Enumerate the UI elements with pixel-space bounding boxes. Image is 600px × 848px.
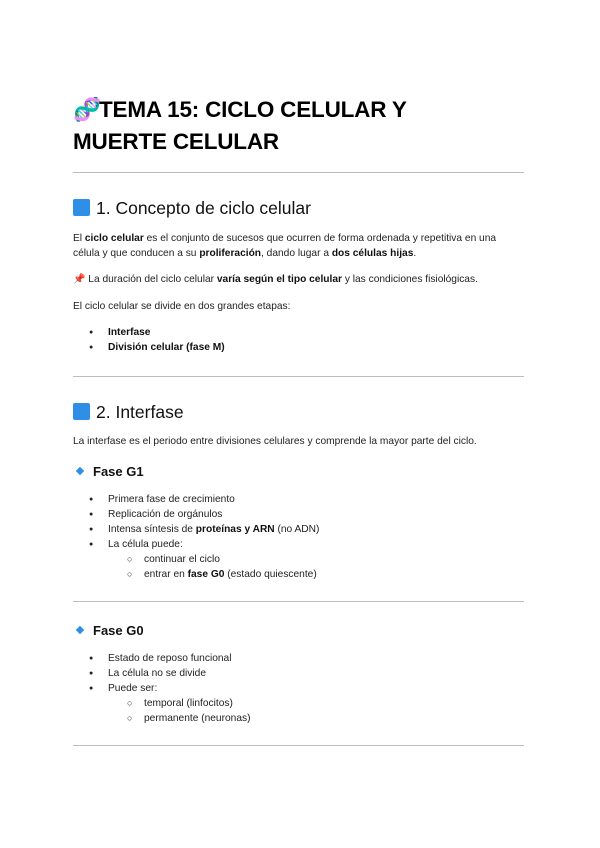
subsection-heading-g1: Fase G1: [77, 463, 144, 481]
blue-diamond-icon: [76, 626, 84, 634]
blue-diamond-icon: [76, 467, 84, 475]
list-item: ● La célula puede:: [73, 537, 319, 552]
list-item: ● Intensa síntesis de proteínas y ARN (no ADN): [73, 522, 319, 537]
dna-icon: 🧬: [73, 97, 101, 122]
sub-list-item: ○ temporal (linfocitos): [73, 696, 250, 711]
divider: [73, 376, 524, 377]
list-item: ● Replicación de orgánulos: [73, 507, 319, 522]
list-item: ● División celular (fase M): [73, 340, 225, 355]
list-item: ● Interfase: [73, 325, 225, 340]
list-item: ● Puede ser:: [73, 681, 250, 696]
list-item: ● Primera fase de crecimiento: [73, 492, 319, 507]
paragraph-stages: El ciclo celular se divide en dos grandes etapas:: [73, 301, 291, 312]
list-item: ● Estado de reposo funcional: [73, 651, 250, 666]
subsection-heading-g0: Fase G0: [77, 622, 144, 640]
paragraph-definition: El ciclo celular es el conjunto de sucesos que ocurren de forma ordenada y repetitiva en una célula y que conducen a su proliferación, dando lugar a dos células hijas.: [73, 233, 497, 259]
sub-list-item: ○ entrar en fase G0 (estado quiescente): [73, 567, 319, 582]
sub-list-item: ○ permanente (neuronas): [73, 711, 250, 726]
paragraph-duration: 📌 La duración del ciclo celular varía según el tipo celular y las condiciones fisiológicas.: [73, 274, 478, 285]
divider: [73, 172, 524, 173]
divider: [73, 745, 524, 746]
section-heading-1: 1. Concepto de ciclo celular: [73, 197, 311, 219]
pushpin-icon: 📌: [73, 274, 86, 285]
g0-list: [73, 651, 250, 726]
section-heading-2: 2. Interfase: [73, 401, 184, 423]
blue-square-icon: [73, 403, 90, 420]
divider: [73, 601, 524, 602]
stages-list: [73, 325, 225, 355]
blue-square-icon: [73, 199, 90, 216]
paragraph-interfase: La interfase es el periodo entre divisiones celulares y comprende la mayor parte del ciclo.: [73, 436, 477, 447]
list-item: ● La célula no se divide: [73, 666, 250, 681]
page-title: 🧬TEMA 15: CICLO CELULAR Y MUERTE CELULAR: [73, 94, 525, 158]
g1-list: [73, 492, 319, 582]
sub-list-item: ○ continuar el ciclo: [73, 552, 319, 567]
